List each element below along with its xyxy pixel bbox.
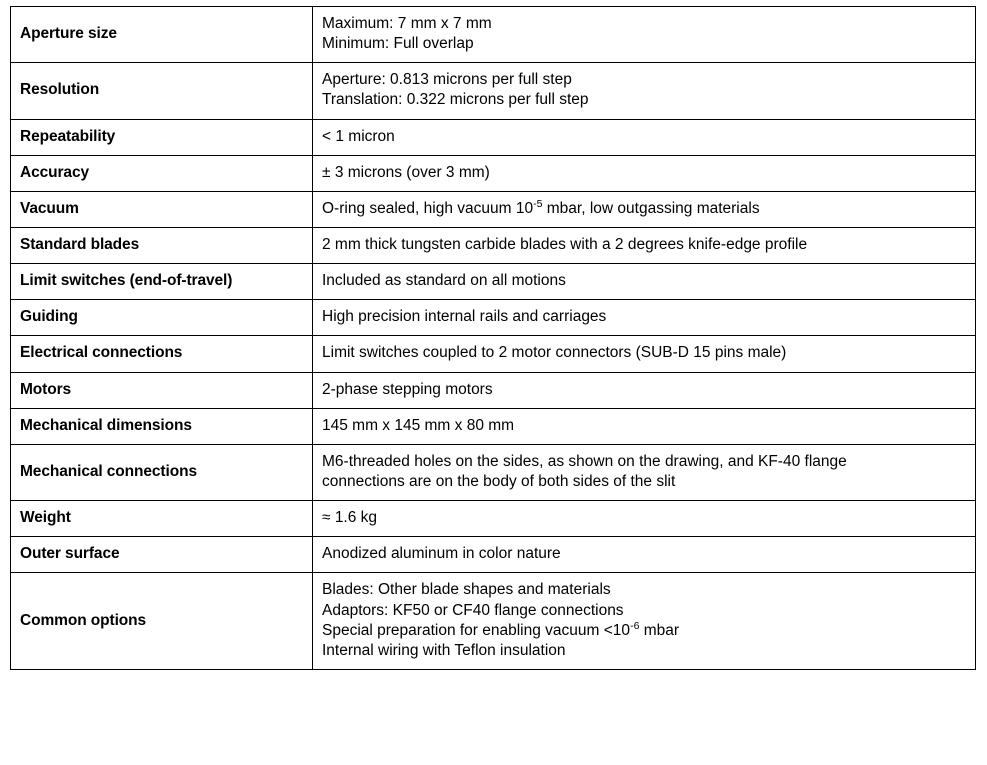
table-row: [11, 573, 976, 670]
spec-value-text: O-ring sealed, high vacuum 10: [322, 199, 534, 217]
table-row: [11, 227, 976, 263]
spec-value-cell: [313, 191, 976, 227]
spec-value-cell: [313, 573, 976, 670]
spec-value-line: 145 mm x 145 mm x 80 mm: [322, 416, 515, 434]
table-row: [11, 501, 976, 537]
spec-label-cell: Resolution: [11, 63, 313, 119]
spec-value-cell: [313, 501, 976, 537]
spec-value-cell: [313, 408, 976, 444]
table-body: [11, 7, 976, 670]
spec-value-line: High precision internal rails and carriages: [322, 308, 607, 326]
spec-label-cell: Vacuum: [11, 191, 313, 227]
spec-label-cell: Electrical connections: [11, 336, 313, 372]
spec-label-cell: Mechanical dimensions: [11, 408, 313, 444]
table-row: [11, 444, 976, 500]
spec-label-cell: Mechanical connections: [11, 444, 313, 500]
spec-value-text-tail: mbar: [639, 621, 680, 639]
spec-label-cell: Aperture size: [11, 7, 313, 63]
spec-value-cell: [313, 300, 976, 336]
table-row: [11, 264, 976, 300]
spec-value-cell: [313, 63, 976, 119]
table-row: [11, 119, 976, 155]
spec-value-line: [322, 621, 966, 641]
table-row: [11, 155, 976, 191]
spec-value-cell: [313, 7, 976, 63]
table-row: [11, 191, 976, 227]
table-row: [11, 300, 976, 336]
spec-value-cell: [313, 155, 976, 191]
spec-value-exponent: -6: [630, 619, 640, 632]
spec-value-line: Internal wiring with Teflon insulation: [322, 641, 566, 659]
spec-value-line: Translation: 0.322 microns per full step: [322, 91, 589, 109]
spec-value-line: Anodized aluminum in color nature: [322, 545, 561, 563]
spec-value-exponent: -5: [533, 197, 543, 210]
spec-value-line: ≈ 1.6 kg: [322, 509, 378, 527]
spec-label-cell: Common options: [11, 573, 313, 670]
table-row: [11, 7, 976, 63]
spec-label-cell: Guiding: [11, 300, 313, 336]
spec-label-cell: Standard blades: [11, 227, 313, 263]
spec-value-text-tail: mbar, low outgassing materials: [542, 199, 760, 217]
spec-value-cell: [313, 119, 976, 155]
spec-value-line: [322, 199, 966, 219]
table-row: [11, 336, 976, 372]
spec-value-cell: [313, 537, 976, 573]
spec-value-line: < 1 micron: [322, 127, 395, 145]
spec-value-line: Maximum: 7 mm x 7 mm: [322, 15, 492, 32]
spec-value-cell: [313, 264, 976, 300]
spec-value-line: Blades: Other blade shapes and materials: [322, 581, 611, 599]
table-row: [11, 372, 976, 408]
spec-value-line: M6-threaded holes on the sides, as shown on the drawing, and KF-40 flange: [322, 452, 847, 470]
spec-value-text: Special preparation for enabling vacuum <10: [322, 621, 631, 639]
spec-value-line: ± 3 microns (over 3 mm): [322, 163, 490, 181]
table-row: [11, 408, 976, 444]
spec-value-line: Aperture: 0.813 microns per full step: [322, 71, 572, 89]
spec-value-line: connections are on the body of both sides of the slit: [322, 472, 676, 490]
spec-value-cell: [313, 336, 976, 372]
spec-value-line: Limit switches coupled to 2 motor connectors (SUB-D 15 pins male): [322, 344, 787, 362]
table-row: [11, 537, 976, 573]
spec-label-cell: Repeatability: [11, 119, 313, 155]
spec-label-cell: Motors: [11, 372, 313, 408]
table-row: [11, 63, 976, 119]
spec-label-cell: Limit switches (end-of-travel): [11, 264, 313, 300]
spec-label-cell: Outer surface: [11, 537, 313, 573]
spec-value-line: Included as standard on all motions: [322, 272, 566, 290]
spec-value-cell: [313, 444, 976, 500]
spec-label-cell: Accuracy: [11, 155, 313, 191]
specification-table: [10, 6, 976, 670]
spec-label-cell: Weight: [11, 501, 313, 537]
spec-value-line: Adaptors: KF50 or CF40 flange connections: [322, 601, 624, 619]
spec-value-cell: [313, 372, 976, 408]
spec-value-line: Minimum: Full overlap: [322, 35, 474, 53]
spec-value-line: 2-phase stepping motors: [322, 380, 493, 398]
spec-value-line: 2 mm thick tungsten carbide blades with a 2 degrees knife-edge profile: [322, 235, 808, 253]
spec-value-cell: [313, 227, 976, 263]
